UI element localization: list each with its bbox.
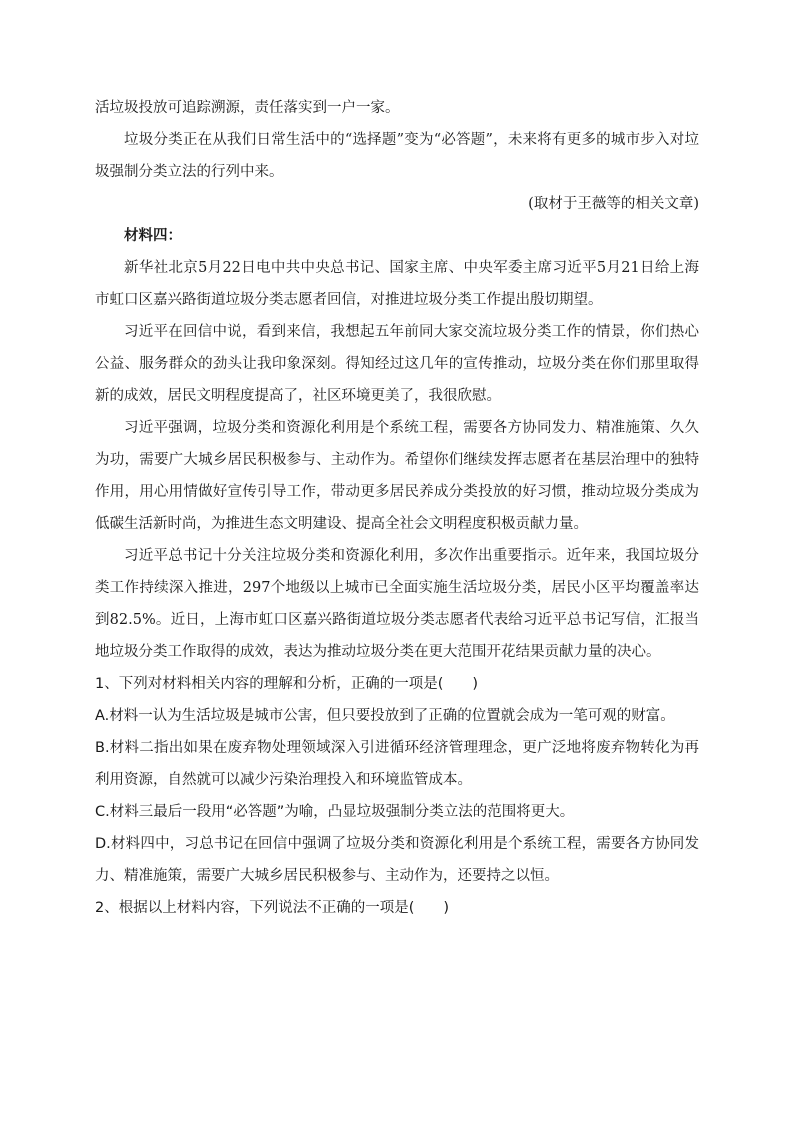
material-four-paragraph: 新华社北京5月22日电中共中央总书记、国家主席、中央军委主席习近平5月21日给上海市虹口区嘉兴路街道垃圾分类志愿者回信，对推进垃圾分类工作提出殷切期望。 xyxy=(95,260,699,308)
material-three-closing-paragraph: 垃圾分类正在从我们日常生活中的“选择题”变为“必答题”，未来将有更多的城市步入对垃圾强制分类立法的行列中来。 xyxy=(95,132,699,180)
question-2-stem: 2、根据以上材料内容，下列说法不正确的一项是( ) xyxy=(95,900,450,916)
material-four-paragraph: 习近平强调，垃圾分类和资源化利用是个系统工程，需要各方协同发力、精准施策、久久为功，需要广大城乡居民积极参与、主动作为。希望你们继续发挥志愿者在基层治理中的独特作用，用心用情做好宣传引导工作，带动更多居民养成分类投放的好习惯，推动垃圾分类成为低碳生活新时尚，为推进生态文明建设、提高全社会文明程度积极贡献力量。 xyxy=(95,420,699,532)
question-1-option-d: D.材料四中，习总书记在回信中强调了垃圾分类和资源化利用是个系统工程，需要各方协同发力、精准施策，需要广大城乡居民积极参与、主动作为，还要持之以恒。 xyxy=(95,836,699,884)
document-body xyxy=(95,92,699,924)
source-citation: (取材于王薇等的相关文章) xyxy=(528,196,699,212)
material-four-paragraph: 习近平在回信中说，看到来信，我想起五年前同大家交流垃圾分类工作的情景，你们热心公益、服务群众的劲头让我印象深刻。得知经过这几年的宣传推动，垃圾分类在你们那里取得新的成效，居民文明程度提高了，社区环境更美了，我很欣慰。 xyxy=(95,324,699,404)
question-1-option-b: B.材料二指出如果在废弃物处理领域深入引进循环经济管理理念，更广泛地将废弃物转化为再利用资源，自然就可以减少污染治理投入和环境监管成本。 xyxy=(95,740,699,788)
material-four-heading: 材料四： xyxy=(124,227,182,244)
material-three-tail-line: 活垃圾投放可追踪溯源，责任落实到一户一家。 xyxy=(95,100,400,116)
question-1-option-a: A.材料一认为生活垃圾是城市公害，但只要投放到了正确的位置就会成为一笔可观的财富。 xyxy=(95,708,675,724)
question-1-stem: 1、下列对材料相关内容的理解和分析，正确的一项是( ) xyxy=(95,676,479,692)
question-1-option-c: C.材料三最后一段用“必答题”为喻，凸显垃圾强制分类立法的范围将更大。 xyxy=(95,804,575,820)
material-four-paragraph: 习近平总书记十分关注垃圾分类和资源化利用，多次作出重要指示。近年来，我国垃圾分类工作持续深入推进，297个地级以上城市已全面实施生活垃圾分类，居民小区平均覆盖率达到82.5%。近日，上海市虹口区嘉兴路街道垃圾分类志愿者代表给习近平总书记写信，汇报当地垃圾分类工作取得的成效，表达为推动垃圾分类在更大范围开花结果贡献力量的决心。 xyxy=(95,548,699,660)
